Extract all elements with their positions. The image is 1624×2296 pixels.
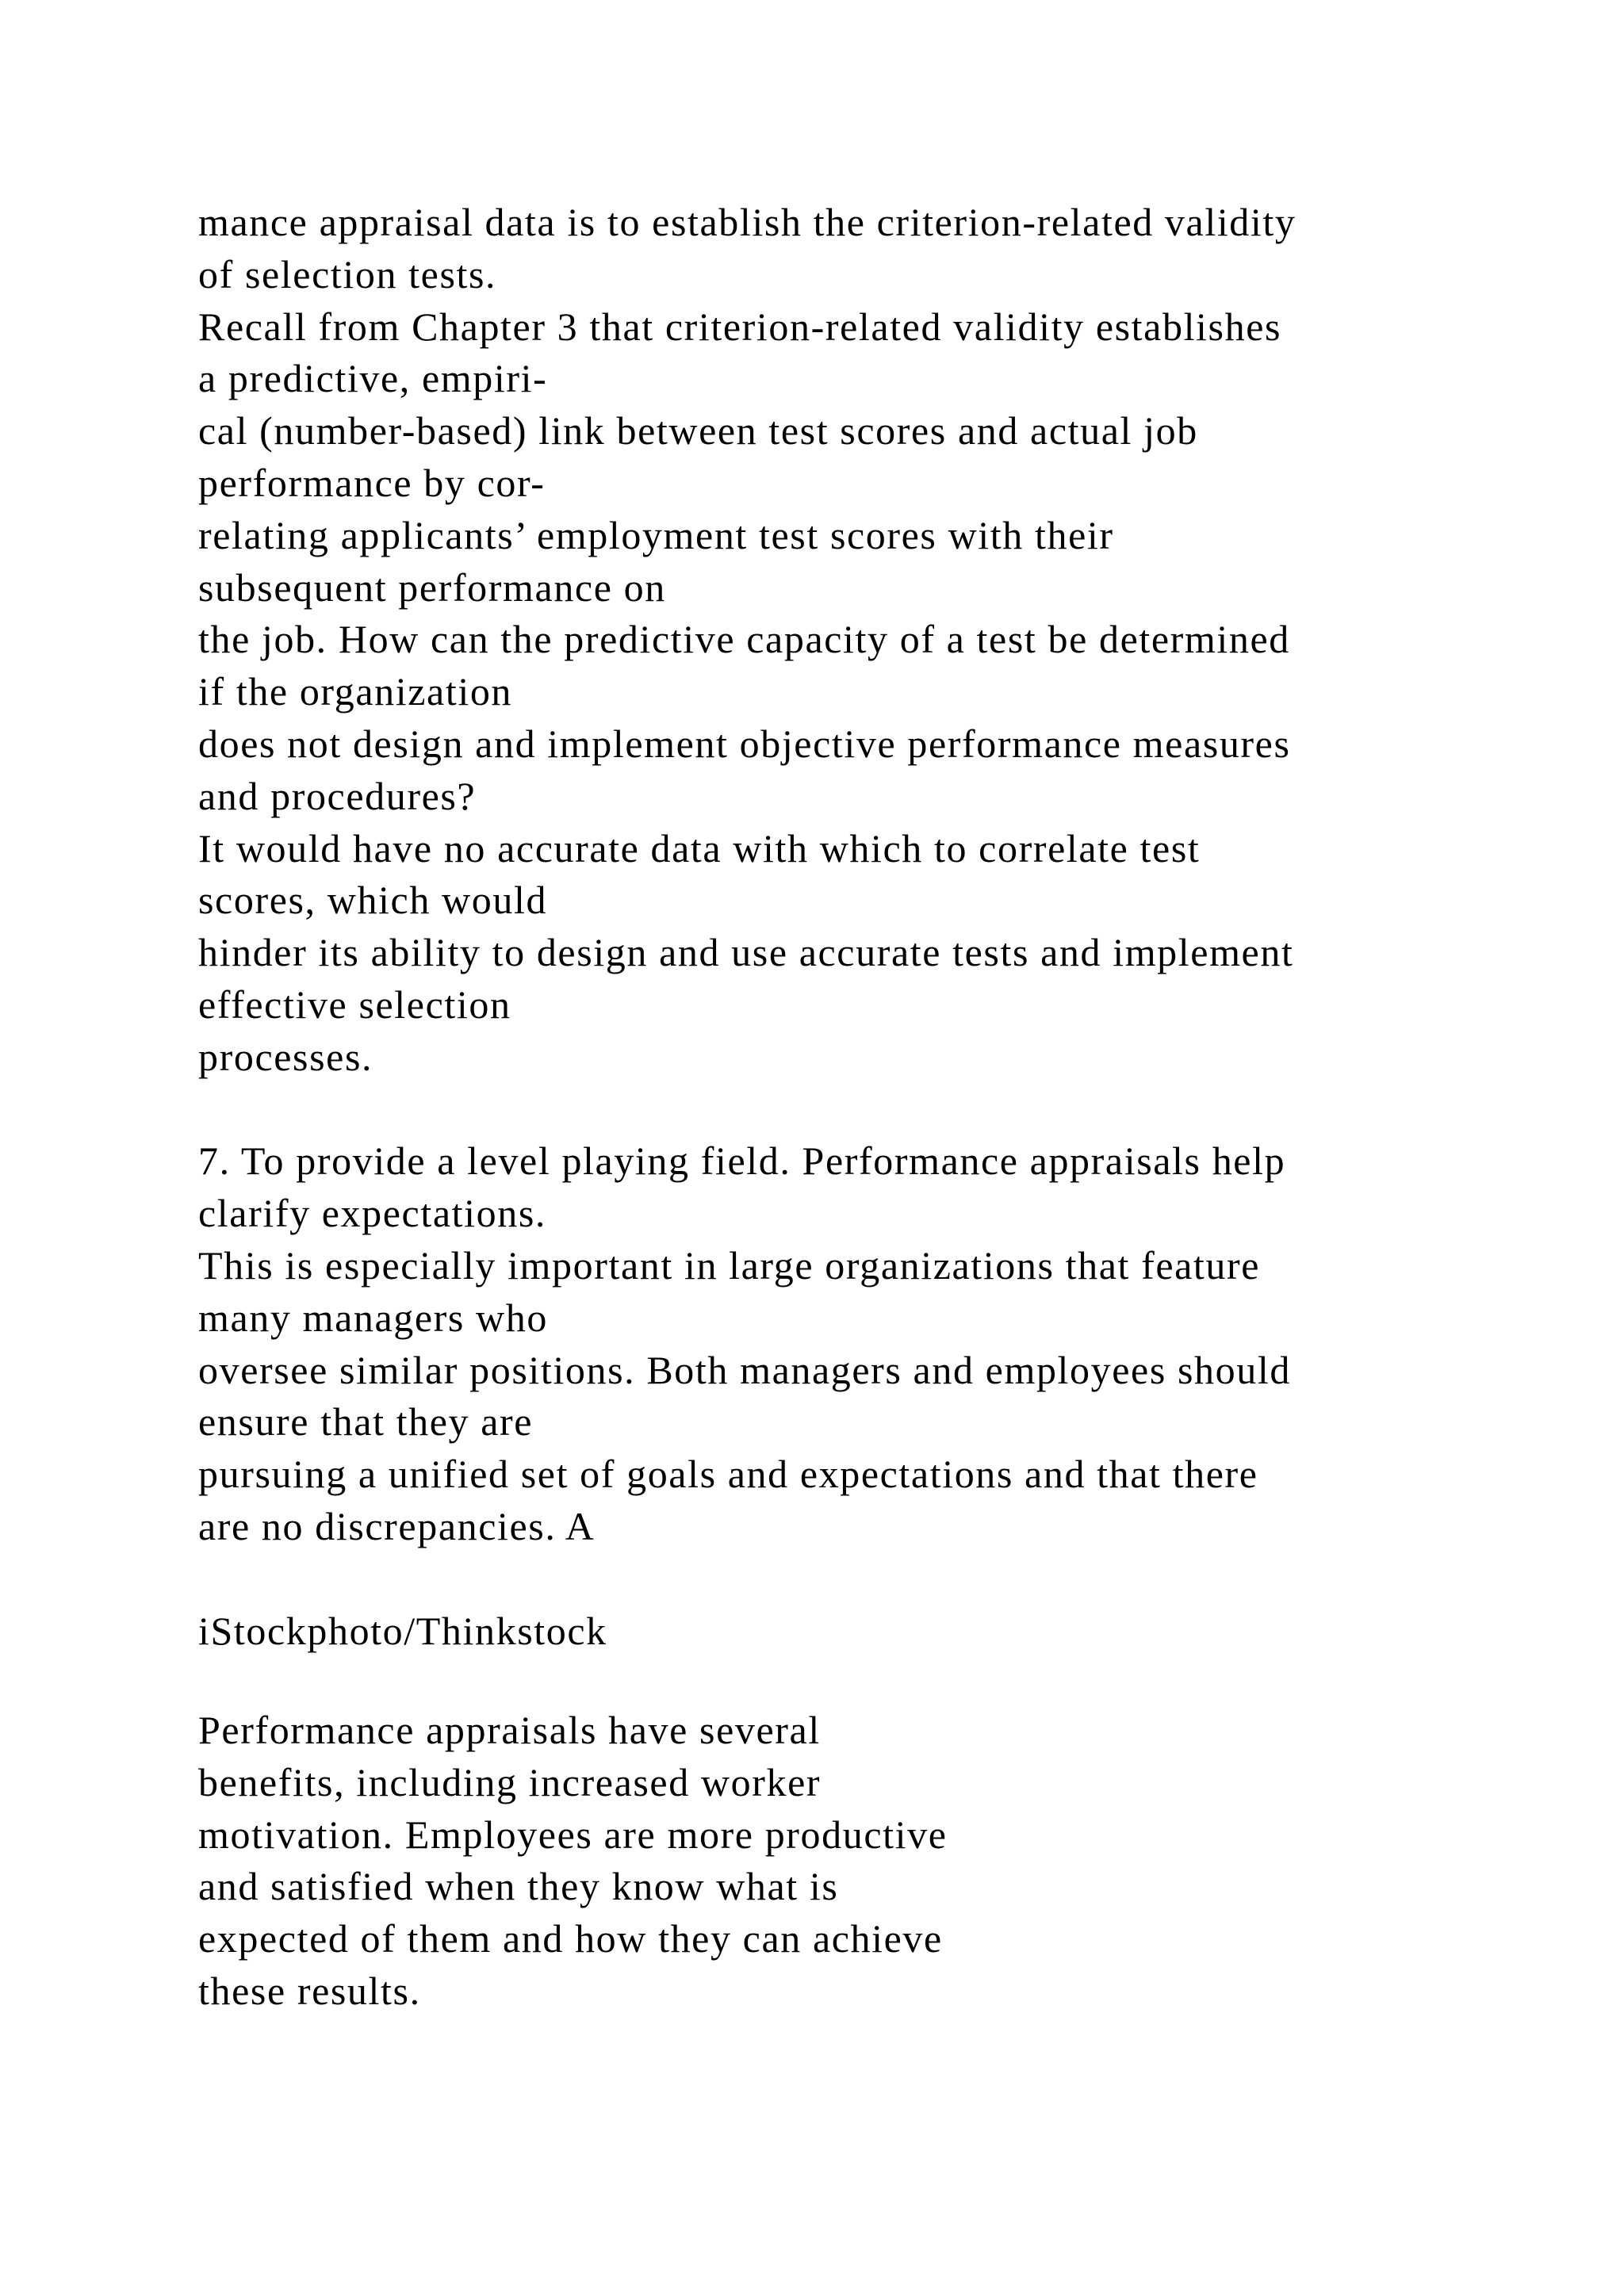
text-line: subsequent performance on	[198, 564, 666, 610]
caption-line: these results.	[198, 1968, 421, 2013]
blank-line	[198, 1553, 1610, 1605]
text-line: performance by cor-	[198, 460, 546, 505]
text-line: scores, which would	[198, 878, 548, 923]
text-line: pursuing a unified set of goals and expectations and that there	[198, 1452, 1258, 1497]
image-caption	[198, 1705, 1610, 2018]
blank-line	[198, 1084, 1610, 1136]
caption-line: expected of them and how they can achieve	[198, 1916, 943, 1961]
text-line: oversee similar positions. Both managers and employees should	[198, 1347, 1291, 1392]
text-line: cal (number-based) link between test scores and actual job	[198, 408, 1198, 453]
text-line: hinder its ability to design and use accurate tests and implement	[198, 930, 1294, 975]
caption-line: Performance appraisals have several	[198, 1708, 821, 1752]
text-line: This is especially important in large organizations that feature	[198, 1242, 1261, 1288]
text-line: does not design and implement objective performance measures	[198, 721, 1291, 766]
text-line: effective selection	[198, 982, 511, 1027]
text-line: 7. To provide a level playing field. Performance appraisals help	[198, 1138, 1286, 1184]
photo-credit: iStockphoto/Thinkstock	[198, 1608, 607, 1653]
text-line: clarify expectations.	[198, 1191, 546, 1236]
text-line: Recall from Chapter 3 that criterion-related validity establishes	[198, 304, 1282, 349]
text-line: if the organization	[198, 669, 513, 714]
caption-line: and satisfied when they know what is	[198, 1864, 839, 1909]
text-line: and procedures?	[198, 773, 477, 818]
text-line: processes.	[198, 1034, 373, 1079]
text-line: are no discrepancies. A	[198, 1503, 596, 1548]
text-line: relating applicants’ employment test scores with their	[198, 512, 1114, 557]
body-text	[198, 197, 1610, 1657]
text-line: of selection tests.	[198, 251, 497, 297]
text-line: ensure that they are	[198, 1399, 534, 1445]
text-line: It would have no accurate data with which to correlate test	[198, 825, 1201, 871]
caption-line: motivation. Employees are more productive	[198, 1812, 948, 1857]
text-line: mance appraisal data is to establish the criterion-related validity	[198, 200, 1297, 244]
text-line: many managers who	[198, 1295, 548, 1340]
caption-line: benefits, including increased worker	[198, 1759, 822, 1804]
text-line: the job. How can the predictive capacity of a test be determined	[198, 617, 1290, 662]
text-line: a predictive, empiri-	[198, 356, 548, 401]
